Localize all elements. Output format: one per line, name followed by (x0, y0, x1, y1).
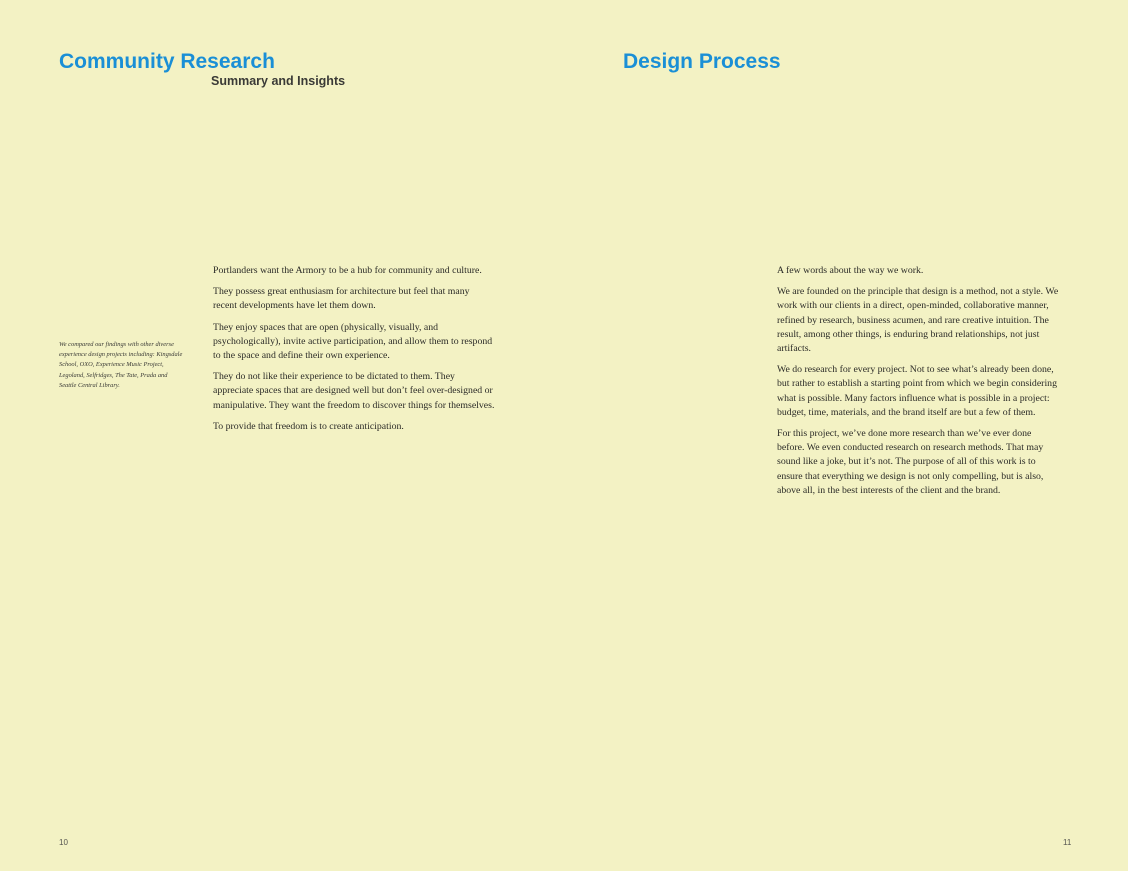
right-body-text (777, 264, 1059, 505)
left-page-title: Community Research (59, 50, 275, 73)
page-number-right: 11 (1063, 838, 1072, 847)
paragraph: Portlanders want the Armory to be a hub for community and culture. (213, 265, 482, 276)
paragraph: To provide that freedom is to create anticipation. (213, 420, 404, 432)
paragraph: We are founded on the principle that design is a method, not a style. We work with our clients in a direct, open-minded, collaborative manner, refined by research, business acumen, and rare creative intuition. The result, among other things, is enduring brand relationships, not just artifacts. (777, 286, 1059, 355)
paragraph: They possess great enthusiasm for architecture but feel that many recent developments have let them down. (213, 286, 470, 312)
left-body-text (213, 264, 495, 441)
right-page-title: Design Process (623, 50, 781, 73)
paragraph: A few words about the way we work. (777, 265, 924, 276)
paragraph: They enjoy spaces that are open (physically, visually, and psychologically), invite active participation, and allow them to respond to the space and define their own experience. (213, 321, 493, 362)
paragraph: They do not like their experience to be dictated to them. They appreciate spaces that are designed well but don’t feel over-designed or manipulative. They want the freedom to discover things for themselves. (213, 371, 495, 411)
sidenote: We compared our findings with other diverse experience design projects including: Kingsdale School, OXO, Experience Music Project, Legoland, Selfridges, The Tate, Prada and Seattle Central Library. (59, 341, 183, 389)
paragraph: For this project, we’ve done more research than we’ve ever done before. We even conducted research on research methods. That may sound like a joke, but it’s not. The purpose of all of this work is to ensure that everything we design is not only compelling, but is also, above all, in the best interests of the client and the brand. (777, 428, 1044, 496)
page-number-left: 10 (59, 838, 68, 847)
left-page-subtitle: Summary and Insights (211, 74, 346, 88)
paragraph: We do research for every project. Not to see what’s already been done, but rather to establish a starting point from which we begin considering what is possible. Many factors influence what is possible in a project: budget, time, materials, and the brand itself are but a few of them. (777, 364, 1057, 418)
